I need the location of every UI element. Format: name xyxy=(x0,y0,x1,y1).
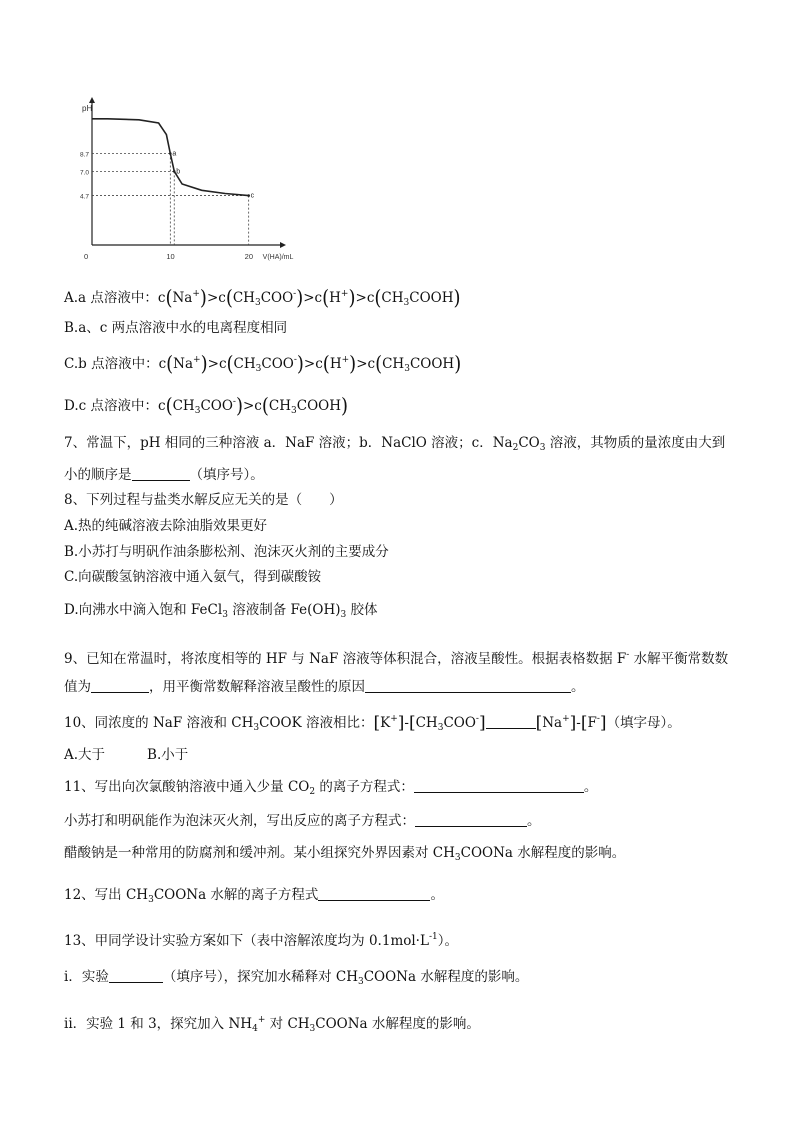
q8-option-d: D.向沸水中滴入饱和 FeCl$_3$ 溶液制备 $Fe(OH)_3$ 胶体 xyxy=(64,602,378,620)
q13-ii: ii．实验 1 和 3，探究加入 $NH_4^+$ 对 $CH_3COONa$ 水解程度的影响。 xyxy=(64,1015,480,1034)
q9-stem: 9、已知在常温时，将浓度相等的 HF 与 NaF 溶液等体积混合，溶液呈酸性。根据表格数据 F- 水解平衡常数数 xyxy=(64,650,729,667)
point-b xyxy=(173,170,176,173)
q7-stem: 7、常温下，pH 相同的三种溶液 a．NaF 溶液；b．NaClO 溶液；c．$Na_2CO_3$ 溶液，其物质的量浓度由大到 xyxy=(64,435,726,453)
x-tick-label: 20 xyxy=(244,252,254,261)
q6-option-c: C.b 点溶液中：$c(Na^+)>c(CH_3COO^-)>c(H^+)>c(CH_3COOH)$ xyxy=(64,352,462,377)
q12-answer-blank[interactable] xyxy=(318,886,430,901)
y-tick-label: 4.7 xyxy=(80,193,90,201)
q10-answer-blank[interactable] xyxy=(486,714,536,729)
ph-titration-chart xyxy=(80,95,294,270)
q13-i: i．实验 （填序号），探究加水稀释对 $CH_3COONa$ 水解程度的影响。 xyxy=(64,969,529,987)
q13-answer-blank[interactable] xyxy=(109,968,163,983)
q9-answer-blank-2[interactable] xyxy=(365,678,571,693)
q8-option-a: A.热的纯碱溶液去除油脂效果更好 xyxy=(64,518,268,534)
q11-answer-blank-1[interactable] xyxy=(414,778,584,793)
q11-line2: 小苏打和明矾能作为泡沫灭火剂，写出反应的离子方程式： 。 xyxy=(64,813,541,829)
y-tick-label: 8.7 xyxy=(80,151,90,159)
point-label-c: c xyxy=(250,192,255,200)
q10-stem: 10、同浓度的 NaF 溶液和 $CH_3COOK$ 溶液相比：$[K^+]-[CH_3COO^-]$ [Na+]-[F-]（填字母）。 xyxy=(64,713,681,733)
point-a xyxy=(169,152,172,155)
q8-option-b: B.小苏打与明矾作油条膨松剂、泡沫灭火剂的主要成分 xyxy=(64,544,389,560)
x-tick-label: 10 xyxy=(166,252,175,261)
q6-option-d: D.c 点溶液中：$c(CH_3COO^-)>c(CH_3COOH)$ xyxy=(64,394,349,419)
y-axis-label: pH xyxy=(82,104,93,113)
point-c xyxy=(247,194,250,197)
q10-option-b: B.小于 xyxy=(147,747,189,763)
y-axis-arrow xyxy=(89,97,95,103)
q6-option-a: A.a 点溶液中：$c(Na^+)>c(CH_3COO^-)>c(H^+)>c(CH_3COOH)$ xyxy=(64,286,461,311)
q6-option-b: B.a、c 两点溶液中水的电离程度相同 xyxy=(64,320,288,336)
q11-answer-blank-2[interactable] xyxy=(415,812,527,827)
y-tick-label: 7.0 xyxy=(80,169,90,177)
q8-stem: 8、下列过程与盐类水解反应无关的是（ ） xyxy=(64,492,343,508)
q8-option-c: C.向碳酸氢钠溶液中通入氨气，得到碳酸铵 xyxy=(64,569,322,585)
q10-option-a: A.大于 xyxy=(64,747,106,763)
q9-line2: 值为 ，用平衡常数解释溶液呈酸性的原因 。 xyxy=(64,679,585,695)
q10-options xyxy=(64,745,188,765)
point-label-a: a xyxy=(172,150,177,158)
x-tick-label: 0 xyxy=(84,252,89,261)
q13-stem: 13、甲同学设计实验方案如下（表中溶解浓度均为 $0.1mol\cdot L^{-1}$）。 xyxy=(64,932,458,949)
x-axis-label: V(HA)/mL xyxy=(262,254,294,261)
q9-answer-blank-1[interactable] xyxy=(91,678,149,693)
q7-answer-blank[interactable] xyxy=(132,466,190,481)
q11-line3: 醋酸钠是一种常用的防腐剂和缓冲剂。某小组探究外界因素对 $CH_3COONa$ 水解程度的影响。 xyxy=(64,845,626,863)
point-label-b: b xyxy=(176,168,181,176)
q12-stem: 12、写出 $CH_3COONa$ 水解的离子方程式 。 xyxy=(64,887,444,905)
q11-line1: 11、写出向次氯酸钠溶液中通入少量 $CO_2$ 的离子方程式： 。 xyxy=(64,779,598,797)
x-axis-arrow xyxy=(280,242,286,248)
q7-line2: 小的顺序是 （填序号）。 xyxy=(64,467,264,483)
titration-curve xyxy=(92,119,249,196)
